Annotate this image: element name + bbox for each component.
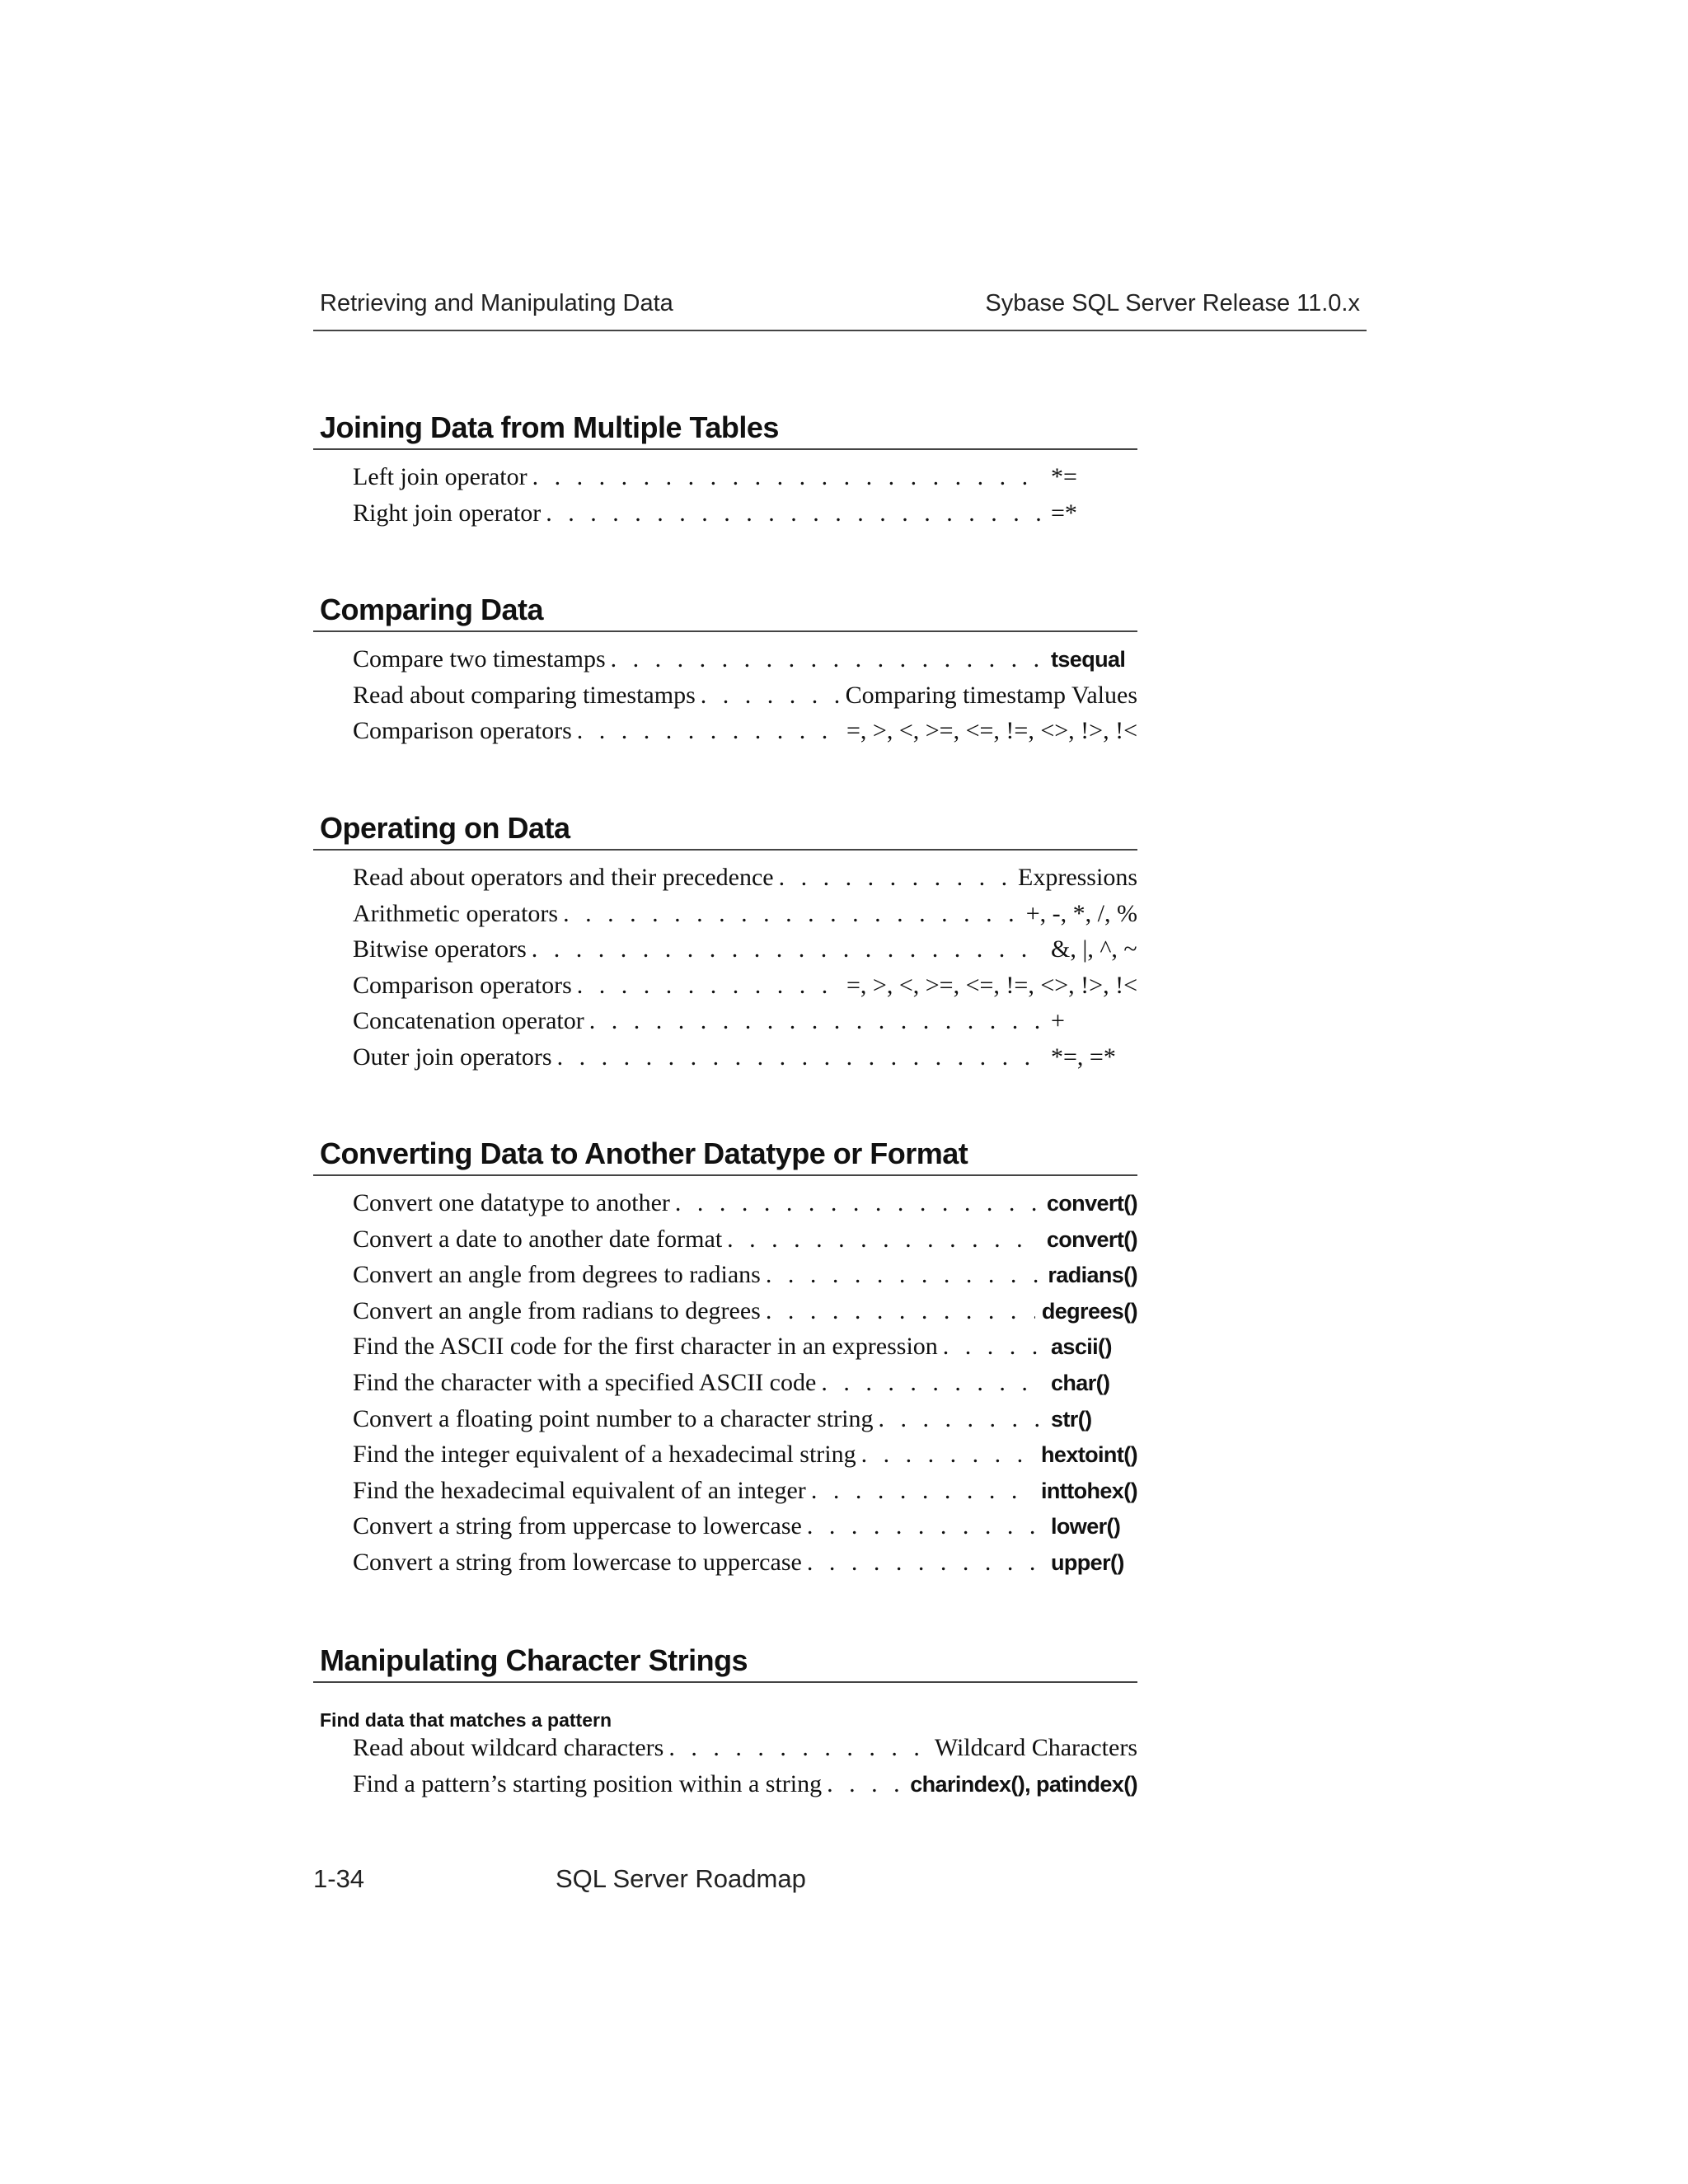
entry-label: Comparison operators	[353, 717, 572, 745]
section-comparing-data	[313, 588, 1137, 753]
entry-row	[313, 1405, 1137, 1441]
entry-reference: str()	[1051, 1406, 1092, 1432]
dot-leader	[701, 682, 839, 710]
entry-list	[313, 1734, 1137, 1806]
section-joining-data	[313, 405, 1137, 535]
dot-leader	[546, 499, 1044, 527]
entry-label: Find the hexadecimal equivalent of an integer	[353, 1476, 806, 1504]
footer-book-title: SQL Server Roadmap	[556, 1864, 806, 1893]
entry-row	[313, 900, 1137, 936]
section-title: Comparing Data	[313, 588, 1137, 632]
entry-label: Read about comparing timestamps	[353, 681, 696, 709]
dot-leader	[807, 1512, 1044, 1540]
entry-reference: radians()	[1048, 1263, 1137, 1288]
entry-reference: +	[1051, 1007, 1065, 1035]
entry-label: Convert a string from lowercase to uppercase	[353, 1548, 802, 1576]
entry-row	[313, 645, 1137, 682]
entry-list	[313, 463, 1137, 535]
entry-label: Bitwise operators	[353, 935, 527, 963]
entry-label: Find the ASCII code for the first character in an expression	[353, 1333, 938, 1361]
subheading: Find data that matches a pattern	[320, 1709, 612, 1731]
entry-reference: =, >, <, >=, <=, !=, <>, !>, !<	[846, 971, 1137, 999]
page-number: 1-34	[313, 1864, 365, 1893]
entry-reference: Wildcard Characters	[934, 1734, 1137, 1761]
dot-leader	[532, 463, 1044, 491]
dot-leader	[779, 864, 1011, 892]
dot-leader	[821, 1369, 1044, 1397]
dot-leader	[675, 1189, 1040, 1217]
entry-row	[313, 1297, 1137, 1333]
section-title: Operating on Data	[313, 806, 1137, 851]
entry-label: Right join operator	[353, 499, 542, 527]
section-title: Joining Data from Multiple Tables	[313, 405, 1137, 450]
section-operating-on-data	[313, 806, 1137, 1080]
entry-reference: charindex(), patindex()	[910, 1771, 1137, 1797]
dot-leader	[766, 1297, 1035, 1325]
dot-leader	[577, 717, 840, 745]
entry-label: Arithmetic operators	[353, 899, 559, 927]
entry-label: Convert a floating point number to a character string	[353, 1404, 874, 1432]
entry-row	[313, 1369, 1137, 1405]
entry-row	[313, 463, 1137, 499]
entry-label: Convert a date to another date format	[353, 1225, 723, 1253]
entry-row	[313, 1512, 1137, 1549]
dot-leader	[861, 1441, 1034, 1469]
dot-leader	[532, 935, 1044, 963]
entry-reference: +, -, *, /, %	[1025, 899, 1137, 927]
entry-reference: convert()	[1046, 1226, 1137, 1252]
entry-row	[313, 935, 1137, 972]
entry-row	[313, 1226, 1137, 1262]
entry-row	[313, 864, 1137, 900]
entry-label: Compare two timestamps	[353, 645, 606, 673]
entry-reference: upper()	[1051, 1549, 1124, 1575]
entry-row	[313, 682, 1137, 718]
entry-reference: tsequal	[1051, 647, 1126, 672]
entry-label: Left join operator	[353, 463, 528, 490]
entry-row	[313, 1441, 1137, 1477]
dot-leader	[589, 1007, 1044, 1035]
entry-row	[313, 1043, 1137, 1080]
entry-row	[313, 717, 1137, 753]
entry-label: Convert an angle from radians to degrees	[353, 1296, 761, 1324]
entry-reference: hextoint()	[1041, 1442, 1137, 1468]
section-manipulating-strings	[313, 1638, 1137, 1806]
entry-list	[313, 1189, 1137, 1585]
entry-row	[313, 1333, 1137, 1369]
entry-label: Find the integer equivalent of a hexadecimal string	[353, 1441, 856, 1469]
entry-label: Outer join operators	[353, 1043, 552, 1071]
entry-label: Convert one datatype to another	[353, 1189, 670, 1216]
entry-reference: Comparing timestamp Values	[845, 681, 1137, 709]
entry-reference: convert()	[1046, 1191, 1137, 1216]
section-converting-data	[313, 1132, 1137, 1585]
entry-row	[313, 1770, 1137, 1807]
entry-label: Find a pattern’s starting position within a string	[353, 1769, 823, 1797]
entry-label: Read about wildcard characters	[353, 1734, 664, 1761]
dot-leader	[577, 972, 840, 1000]
entry-reference: char()	[1051, 1370, 1110, 1395]
section-title: Manipulating Character Strings	[313, 1638, 1137, 1683]
entry-label: Concatenation operator	[353, 1007, 584, 1035]
section-title: Converting Data to Another Datatype or Format	[313, 1132, 1137, 1176]
entry-row	[313, 1734, 1137, 1770]
entry-row	[313, 1007, 1137, 1043]
dot-leader	[766, 1261, 1042, 1289]
dot-leader	[727, 1226, 1040, 1254]
entry-reference: ascii()	[1051, 1334, 1112, 1360]
entry-label: Convert a string from uppercase to lowercase	[353, 1512, 802, 1540]
entry-reference: Expressions	[1018, 864, 1137, 891]
entry-row	[313, 499, 1137, 536]
entry-list	[313, 645, 1137, 753]
entry-row	[313, 1261, 1137, 1297]
header-chapter-title: Retrieving and Manipulating Data	[320, 290, 673, 316]
running-header	[313, 290, 1367, 331]
entry-row	[313, 1549, 1137, 1585]
entry-reference: *=, =*	[1051, 1043, 1116, 1071]
dot-leader	[563, 900, 1020, 928]
entry-reference: &, |, ^, ~	[1051, 935, 1137, 963]
entry-reference: =*	[1051, 499, 1077, 527]
entry-label: Comparison operators	[353, 971, 572, 999]
header-product-release: Sybase SQL Server Release 11.0.x	[985, 290, 1360, 316]
entry-reference: lower()	[1051, 1514, 1121, 1540]
dot-leader	[811, 1477, 1034, 1505]
dot-leader	[611, 645, 1044, 673]
entry-label: Read about operators and their precedence	[353, 864, 774, 891]
entry-row	[313, 1477, 1137, 1513]
dot-leader	[668, 1734, 928, 1762]
entry-reference: =, >, <, >=, <=, !=, <>, !>, !<	[846, 717, 1137, 745]
entry-list	[313, 864, 1137, 1080]
entry-label: Convert an angle from degrees to radians	[353, 1261, 761, 1289]
entry-label: Find the character with a specified ASCII code	[353, 1368, 817, 1396]
entry-row	[313, 972, 1137, 1008]
entry-reference: degrees()	[1041, 1298, 1137, 1324]
dot-leader	[827, 1770, 903, 1798]
dot-leader	[557, 1043, 1044, 1071]
dot-leader	[878, 1405, 1044, 1433]
entry-reference: inttohex()	[1041, 1478, 1137, 1503]
dot-leader	[943, 1333, 1044, 1361]
entry-reference: *=	[1051, 463, 1077, 490]
dot-leader	[807, 1549, 1044, 1577]
entry-row	[313, 1189, 1137, 1226]
